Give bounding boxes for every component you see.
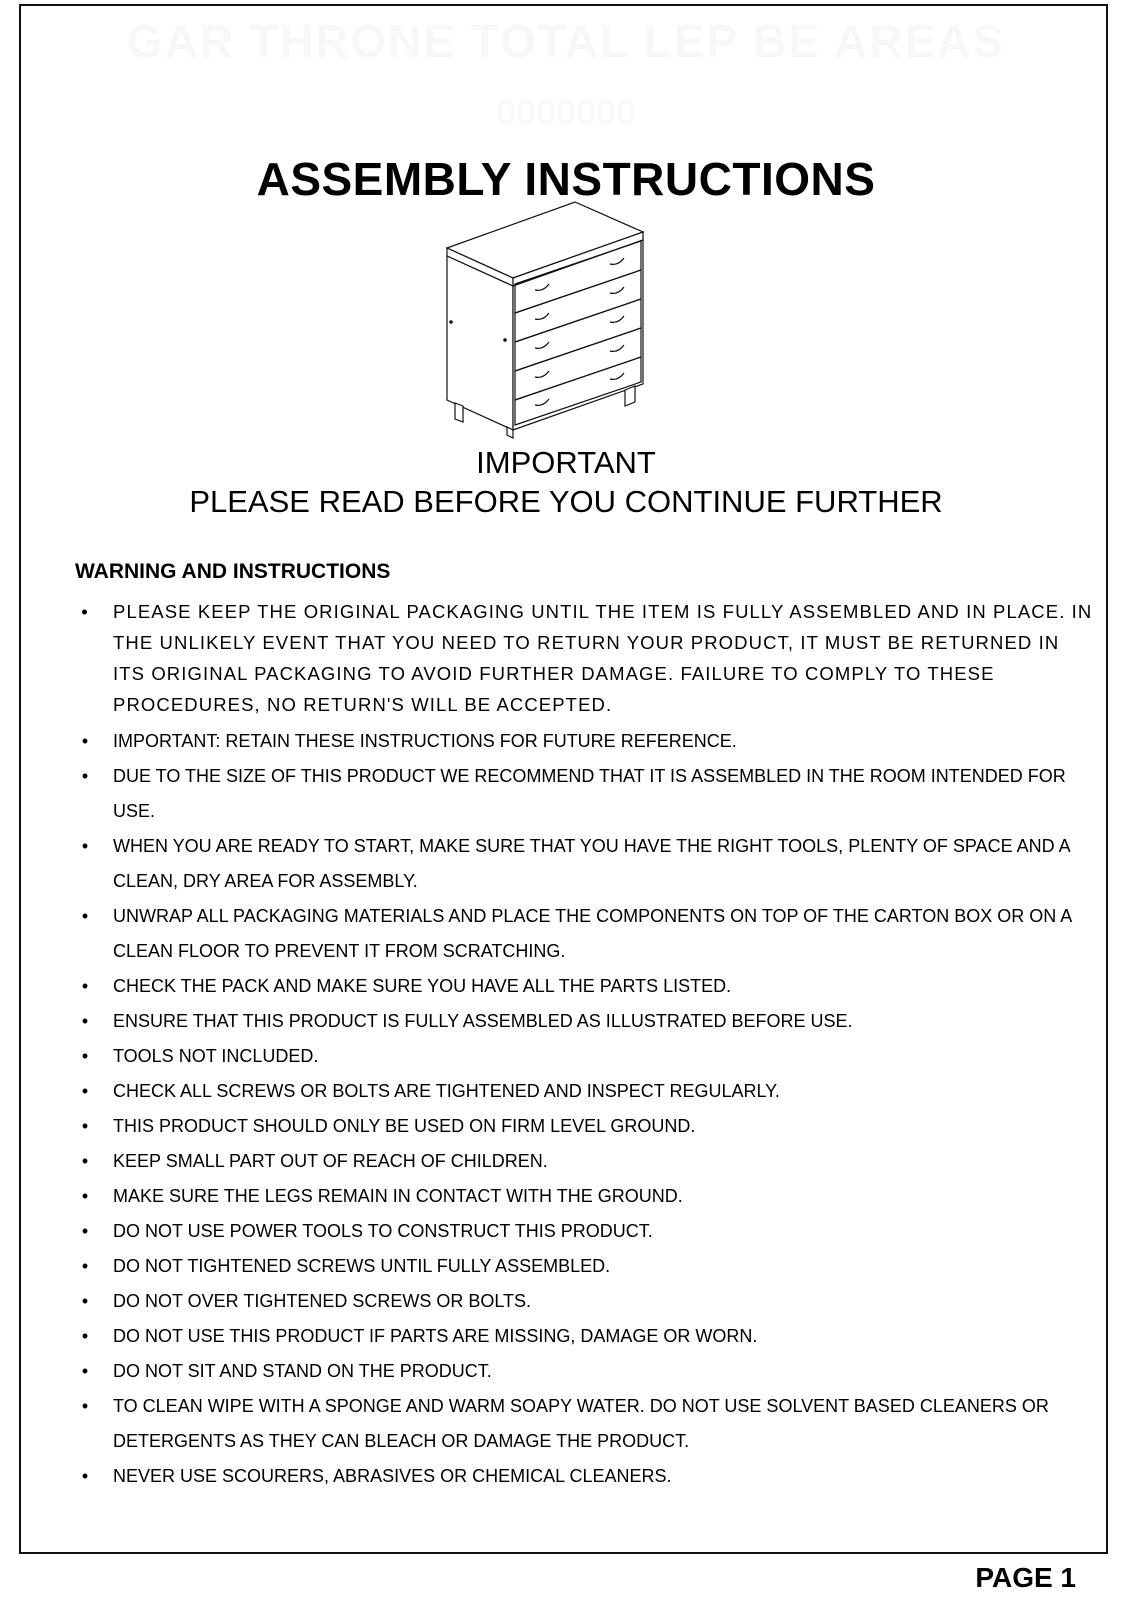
- list-item: [75, 1004, 1095, 1039]
- bullet-icon: •: [81, 1221, 89, 1241]
- chest-of-drawers-icon: [445, 200, 665, 440]
- list-item: [75, 899, 1095, 969]
- list-item-text: DO NOT USE THIS PRODUCT IF PARTS ARE MISSING, DAMAGE OR WORN.: [113, 1326, 758, 1346]
- bullet-icon: •: [81, 1116, 89, 1136]
- list-item-text: DUE TO THE SIZE OF THIS PRODUCT WE RECOMMEND THAT IT IS ASSEMBLED IN THE ROOM INTENDED FOR USE.: [113, 766, 1066, 821]
- list-item: [75, 724, 1095, 759]
- bullet-icon: •: [81, 1011, 89, 1031]
- bullet-icon: •: [81, 731, 89, 751]
- list-item: [75, 596, 1095, 720]
- bullet-icon: •: [81, 1151, 89, 1171]
- bullet-icon: •: [81, 906, 89, 926]
- list-item: [75, 1354, 1095, 1389]
- bullet-icon: •: [81, 976, 89, 996]
- list-item: [75, 1284, 1095, 1319]
- list-item: [75, 829, 1095, 899]
- page-title: ASSEMBLY INSTRUCTIONS: [256, 153, 876, 205]
- bullet-icon: •: [81, 1326, 89, 1346]
- list-item-text: MAKE SURE THE LEGS REMAIN IN CONTACT WITH THE GROUND.: [113, 1186, 683, 1206]
- please-read-heading: PLEASE READ BEFORE YOU CONTINUE FURTHER: [189, 484, 943, 519]
- list-item: [75, 1249, 1095, 1284]
- bullet-icon: •: [81, 1361, 89, 1381]
- list-item-text: DO NOT TIGHTENED SCREWS UNTIL FULLY ASSEMBLED.: [113, 1256, 611, 1276]
- list-item: [75, 1319, 1095, 1354]
- list-item: [75, 1039, 1095, 1074]
- list-item: [75, 1074, 1095, 1109]
- list-item-text: DO NOT OVER TIGHTENED SCREWS OR BOLTS.: [113, 1291, 532, 1311]
- list-item-text: CHECK ALL SCREWS OR BOLTS ARE TIGHTENED AND INSPECT REGULARLY.: [113, 1081, 780, 1101]
- list-item-text: UNWRAP ALL PACKAGING MATERIALS AND PLACE THE COMPONENTS ON TOP OF THE CARTON BOX OR ON A CLEAN FLOOR TO PREVENT IT FROM SCRATCHING.: [113, 906, 1072, 961]
- list-item-text: DO NOT USE POWER TOOLS TO CONSTRUCT THIS PRODUCT.: [113, 1221, 653, 1241]
- list-item: [75, 1389, 1095, 1459]
- important-heading: IMPORTANT: [476, 445, 656, 480]
- warning-list: [75, 596, 1095, 1494]
- list-item: [75, 1179, 1095, 1214]
- list-item: [75, 969, 1095, 1004]
- list-item: [75, 1109, 1095, 1144]
- list-item: [75, 759, 1095, 829]
- bullet-icon: •: [81, 766, 89, 786]
- list-item: [75, 1459, 1095, 1494]
- warning-section-heading: WARNING AND INSTRUCTIONS: [75, 560, 391, 583]
- list-item-text: THIS PRODUCT SHOULD ONLY BE USED ON FIRM LEVEL GROUND.: [113, 1116, 696, 1136]
- list-item: [75, 1144, 1095, 1179]
- page-number: PAGE 1: [975, 1562, 1076, 1593]
- list-item-text: ENSURE THAT THIS PRODUCT IS FULLY ASSEMBLED AS ILLUSTRATED BEFORE USE.: [113, 1011, 853, 1031]
- faded-header: GAR THRONE TOTAL LEP BE AREAS: [126, 15, 1006, 67]
- list-item-text: TOOLS NOT INCLUDED.: [113, 1046, 319, 1066]
- list-item-text: NEVER USE SCOURERS, ABRASIVES OR CHEMICAL CLEANERS.: [113, 1466, 672, 1486]
- faded-product-code: 0000000: [495, 92, 637, 133]
- list-item-text: DO NOT SIT AND STAND ON THE PRODUCT.: [113, 1361, 492, 1381]
- bullet-icon: •: [81, 836, 89, 856]
- bullet-icon: •: [81, 1291, 89, 1311]
- list-item: [75, 1214, 1095, 1249]
- list-item-text: PLEASE KEEP THE ORIGINAL PACKAGING UNTIL THE ITEM IS FULLY ASSEMBLED AND IN PLACE. IN THE UNLIKELY EVENT THAT YOU NEED TO RETURN YOUR PRODUCT, IT MUST BE RETURNED IN ITS ORIGINAL PACKAGING TO AVOID FURTHER DAMAGE. FAILURE TO COMPLY TO THESE PROCEDURES, NO RETURN'S WILL BE ACCEPTED.: [113, 601, 1093, 715]
- bullet-icon: •: [81, 1081, 89, 1101]
- bullet-icon: •: [81, 601, 89, 622]
- list-item-text: IMPORTANT: RETAIN THESE INSTRUCTIONS FOR FUTURE REFERENCE.: [113, 731, 737, 751]
- list-item-text: KEEP SMALL PART OUT OF REACH OF CHILDREN.: [113, 1151, 548, 1171]
- bullet-icon: •: [81, 1046, 89, 1066]
- list-item-text: CHECK THE PACK AND MAKE SURE YOU HAVE ALL THE PARTS LISTED.: [113, 976, 732, 996]
- bullet-icon: •: [81, 1396, 89, 1416]
- bullet-icon: •: [81, 1466, 89, 1486]
- list-item-text: WHEN YOU ARE READY TO START, MAKE SURE THAT YOU HAVE THE RIGHT TOOLS, PLENTY OF SPACE AND A CLEAN, DRY AREA FOR ASSEMBLY.: [113, 836, 1070, 891]
- bullet-icon: •: [81, 1256, 89, 1276]
- list-item-text: TO CLEAN WIPE WITH A SPONGE AND WARM SOAPY WATER. DO NOT USE SOLVENT BASED CLEANERS OR DETERGENTS AS THEY CAN BLEACH OR DAMAGE THE PRODUCT.: [113, 1396, 1049, 1451]
- bullet-icon: •: [81, 1186, 89, 1206]
